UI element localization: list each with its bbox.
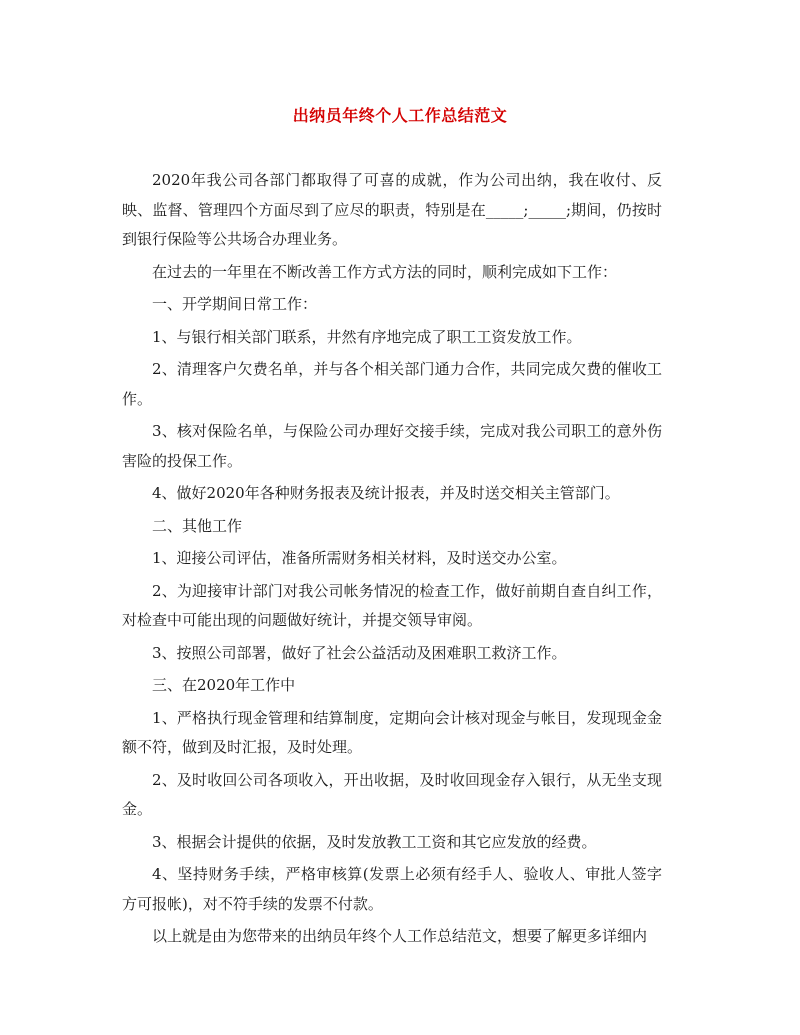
section-heading: 二、其他工作 — [152, 516, 243, 535]
list-item: 2、及时收回公司各项收入，开出收据，及时收回现金存入银行，从无坐支现金。 — [122, 770, 662, 818]
list-item: 2、为迎接审计部门对我公司帐务情况的检查工作，做好前期自查自纠工作，对检查中可能出现的问题做好统计，并提交领导审阅。 — [122, 581, 662, 629]
paragraph: 2020年我公司各部门都取得了可喜的成就，作为公司出纳，我在收付、反映、监督、管理四个方面尽到了应尽的职责，特别是在_____;_____;期间，仍按时到银行保险等公共场合办理业务。 — [122, 171, 662, 248]
list-item: 4、做好2020年各种财务报表及统计报表，并及时送交相关主管部门。 — [152, 484, 620, 502]
list-item: 3、核对保险名单，与保险公司办理好交接手续，完成对我公司职工的意外伤害险的投保工作。 — [122, 422, 662, 470]
list-item: 3、按照公司部署，做好了社会公益活动及困难职工救济工作。 — [152, 643, 567, 662]
list-item: 1、严格执行现金管理和结算制度，定期向会计核对现金与帐目，发现现金金额不符，做到及时汇报，及时处理。 — [122, 708, 662, 756]
closing-paragraph: 以上就是由为您带来的出纳员年终个人工作总结范文，想要了解更多详细内 — [152, 927, 648, 945]
section-heading: 三、在2020年工作中 — [152, 676, 296, 694]
section-heading: 一、开学期间日常工作： — [152, 295, 318, 313]
list-item: 1、与银行相关部门联系，井然有序地完成了职工工资发放工作。 — [152, 327, 582, 346]
document-title: 出纳员年终个人工作总结范文 — [292, 106, 508, 125]
list-item: 4、坚持财务手续，严格审核算(发票上必须有经手人、验收人、审批人签字方可报帐)，对不符手续的发票不付款。 — [122, 865, 662, 913]
list-item: 2、清理客户欠费名单，并与各个相关部门通力合作，共同完成欠费的催收工作。 — [122, 360, 662, 408]
document-body — [122, 166, 662, 955]
list-item: 1、迎接公司评估，准备所需财务相关材料，及时送交办公室。 — [152, 549, 567, 567]
list-item: 3、根据会计提供的依据，及时发放教工工资和其它应发放的经费。 — [152, 832, 597, 851]
paragraph: 在过去的一年里在不断改善工作方式方法的同时，顺利完成如下工作： — [152, 262, 618, 281]
